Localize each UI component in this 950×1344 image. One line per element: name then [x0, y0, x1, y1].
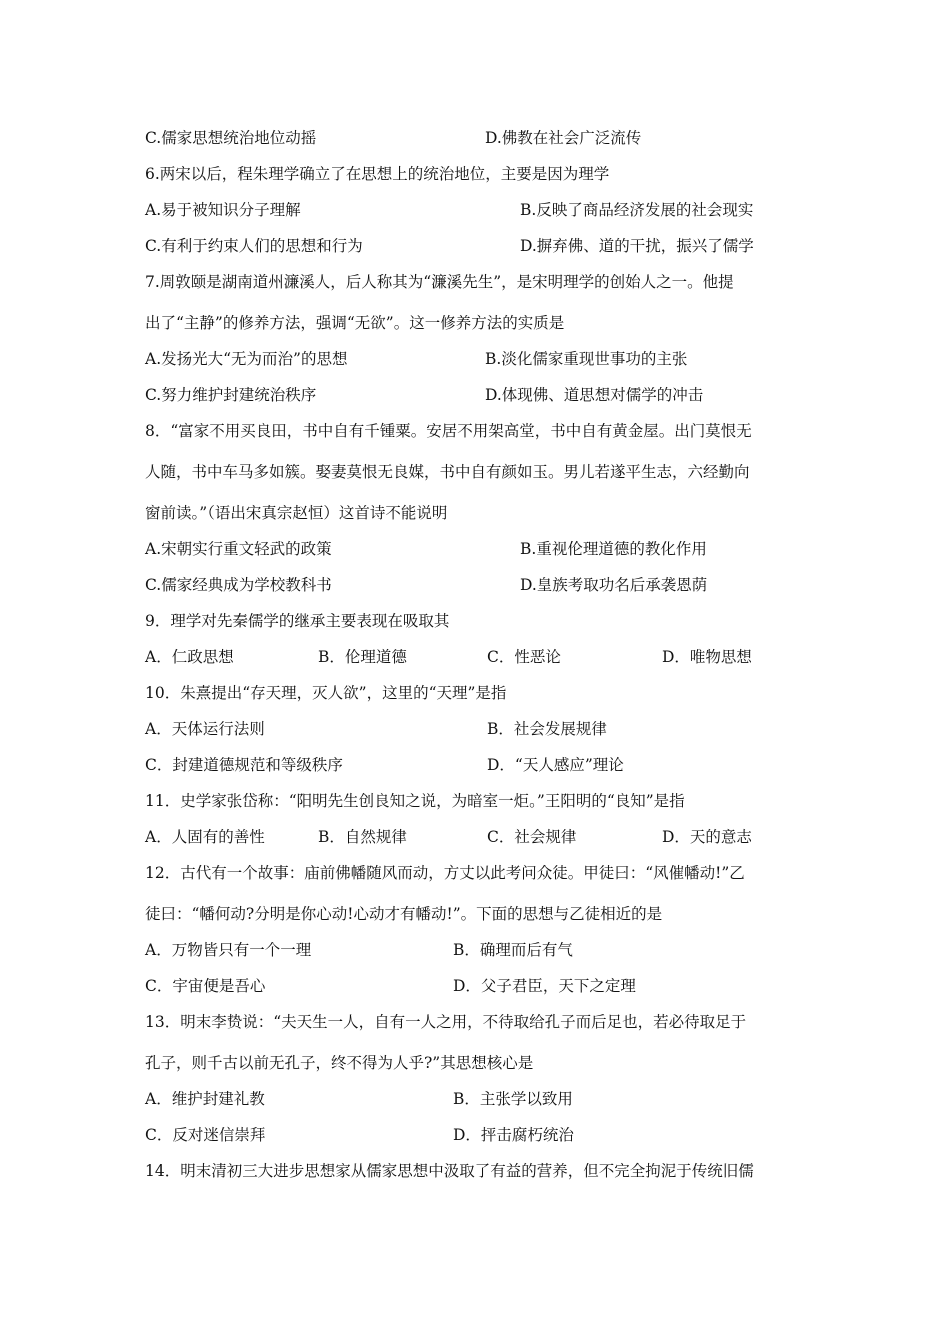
option-b: B．社会发展规律 — [487, 720, 607, 738]
question-stem: 徒曰：“幡何动?分明是你心动!心动才有幡动!”。下面的思想与乙徒相近的是 — [145, 905, 663, 923]
option-a: A.宋朝实行重文轻武的政策 — [145, 540, 332, 558]
option-c: C．封建道德规范和等级秩序 — [145, 756, 343, 774]
option-b: B.淡化儒家重现世事功的主张 — [485, 350, 688, 368]
question-stem: 10．朱熹提出“存天理，灭人欲”，这里的“天理”是指 — [145, 684, 507, 702]
option-d: D．唯物思想 — [662, 648, 752, 666]
question-stem: 7.周敦颐是湖南道州濂溪人，后人称其为“濂溪先生”，是宋明理学的创始人之一。他提 — [145, 273, 734, 291]
option-d: D.体现佛、道思想对儒学的冲击 — [485, 386, 704, 404]
option-a: A．仁政思想 — [145, 648, 234, 666]
option-c: C．性恶论 — [487, 648, 561, 666]
option-c: C.儒家思想统治地位动摇 — [145, 129, 317, 147]
question-stem: 12．古代有一个故事：庙前佛幡随风而动，方丈以此考问众徒。甲徒曰：“风催幡动!”乙 — [145, 864, 745, 882]
option-a: A.发扬光大“无为而治”的思想 — [145, 350, 348, 368]
option-b: B．确理而后有气 — [453, 941, 573, 959]
question-stem: 窗前读。”（语出宋真宗赵恒）这首诗不能说明 — [145, 504, 448, 522]
question-stem: 9．理学对先秦儒学的继承主要表现在吸取其 — [145, 612, 450, 630]
question-stem: 14．明末清初三大进步思想家从儒家思想中汲取了有益的营养，但不完全拘泥于传统旧儒 — [145, 1162, 754, 1180]
option-d: D.佛教在社会广泛流传 — [485, 129, 642, 147]
option-d: D．父子君臣，天下之定理 — [453, 977, 636, 995]
option-d: D．天的意志 — [662, 828, 752, 846]
question-stem: 8．“富家不用买良田，书中自有千锺粟。安居不用架高堂，书中自有黄金屋。出门莫恨无 — [145, 422, 752, 440]
question-stem: 6.两宋以后，程朱理学确立了在思想上的统治地位，主要是因为理学 — [145, 165, 610, 183]
option-b: B．主张学以致用 — [453, 1090, 573, 1108]
question-stem: 孔子，则千古以前无孔子，终不得为人乎?”其思想核心是 — [145, 1054, 534, 1072]
option-a: A．万物皆只有一个一理 — [145, 941, 312, 959]
option-d: D.摒弃佛、道的干扰，振兴了儒学 — [520, 237, 754, 255]
option-a: A．人固有的善性 — [145, 828, 265, 846]
option-c: C．宇宙便是吾心 — [145, 977, 266, 995]
option-d: D．“天人感应”理论 — [487, 756, 624, 774]
question-stem: 13．明末李贽说：“夫天生一人，自有一人之用，不待取给孔子而后足也，若必待取足于 — [145, 1013, 747, 1031]
option-d: D．抨击腐朽统治 — [453, 1126, 574, 1144]
question-stem: 11．史学家张岱称：“阳明先生创良知之说，为暗室一炬。”王阳明的“良知”是指 — [145, 792, 685, 810]
option-c: C．社会规律 — [487, 828, 577, 846]
option-d: D.皇族考取功名后承袭恩荫 — [520, 576, 708, 594]
option-b: B．伦理道德 — [318, 648, 407, 666]
question-stem: 出了“主静”的修养方法，强调“无欲”。这一修养方法的实质是 — [145, 314, 565, 332]
option-a: A．维护封建礼教 — [145, 1090, 265, 1108]
option-c: C.有利于约束人们的思想和行为 — [145, 237, 363, 255]
option-a: A．天体运行法则 — [145, 720, 265, 738]
option-c: C.儒家经典成为学校教科书 — [145, 576, 332, 594]
option-c: C.努力维护封建统治秩序 — [145, 386, 317, 404]
option-c: C．反对迷信崇拜 — [145, 1126, 266, 1144]
option-b: B.反映了商品经济发展的社会现实 — [520, 201, 754, 219]
question-stem: 人随，书中车马多如簇。娶妻莫恨无良媒，书中自有颜如玉。男儿若遂平生志，六经勤向 — [145, 463, 750, 481]
option-b: B．自然规律 — [318, 828, 407, 846]
option-a: A.易于被知识分子理解 — [145, 201, 301, 219]
option-b: B.重视伦理道德的教化作用 — [520, 540, 707, 558]
